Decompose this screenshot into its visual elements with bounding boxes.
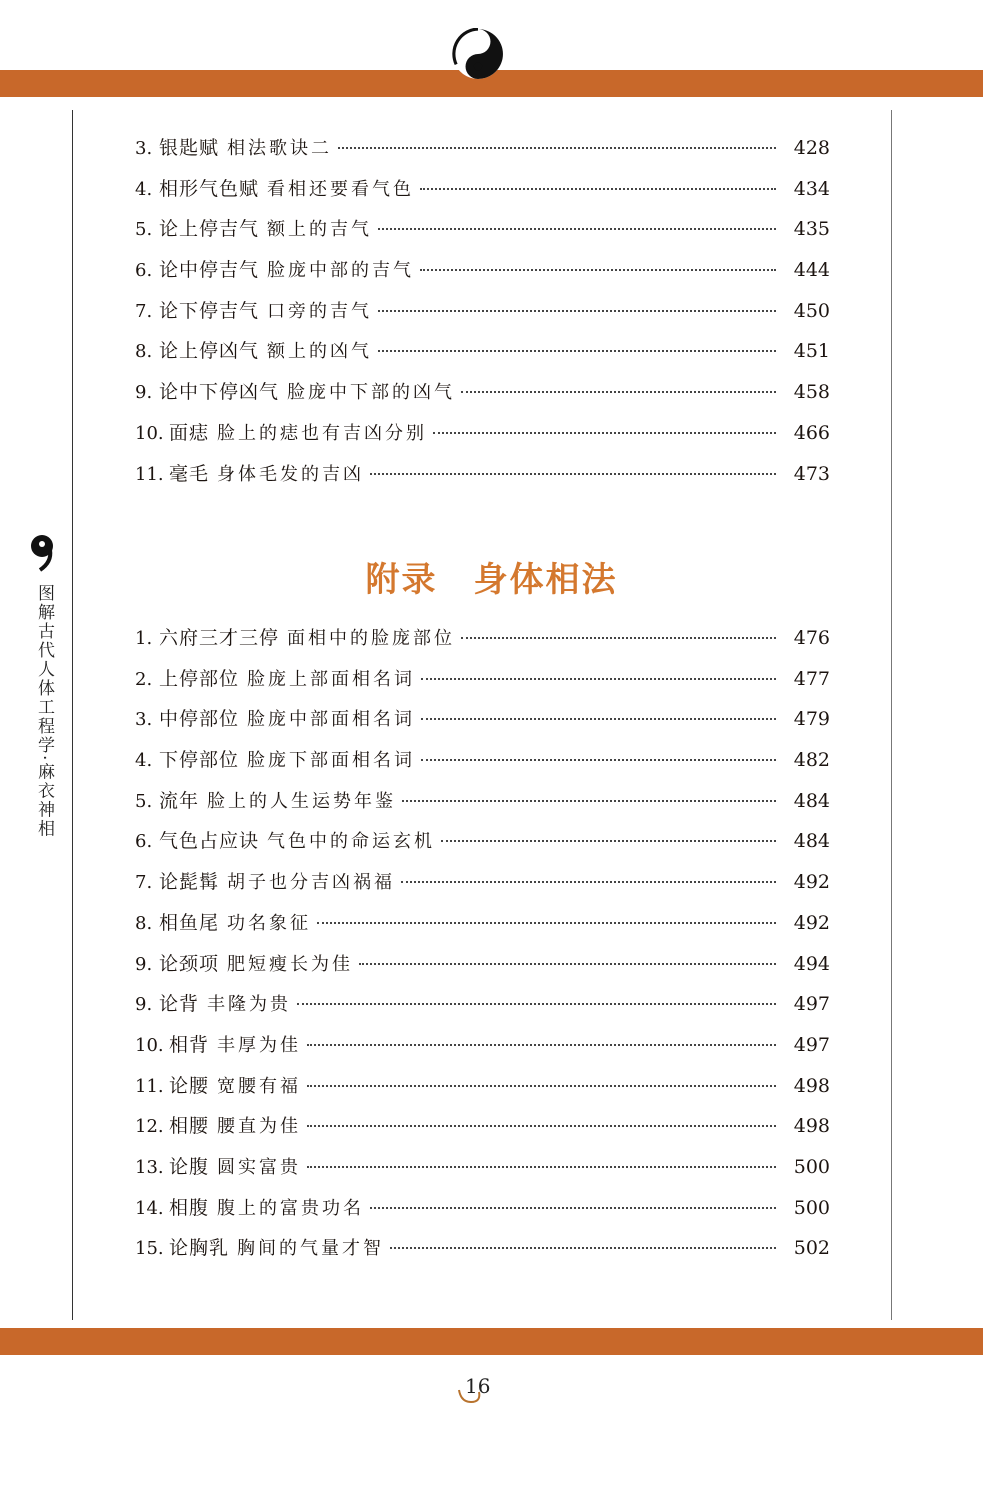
toc-entry[interactable]	[135, 1111, 830, 1152]
book-title: 图解古代人体工程学·麻衣神相	[34, 584, 54, 839]
toc-entry[interactable]	[135, 1030, 830, 1071]
entry-title: 论腰	[169, 1074, 210, 1097]
entry-title: 论颈项	[159, 952, 220, 975]
toc-entry[interactable]	[135, 867, 830, 908]
entry-title: 六府三才三停	[159, 627, 280, 649]
entry-title: 论中停吉气	[159, 259, 260, 282]
entry-number: 8.	[135, 912, 153, 934]
entry-page-number: 492	[793, 871, 830, 894]
entry-title: 中停部位	[159, 708, 240, 731]
dot-leader	[307, 1085, 776, 1087]
toc-entry[interactable]	[135, 296, 830, 337]
entry-subtitle: 脸上的痣也有吉凶分别	[217, 422, 428, 444]
entry-number: 9.	[135, 953, 153, 975]
entry-number: 1.	[135, 628, 153, 649]
entry-title: 下停部位	[159, 749, 240, 772]
toc-entry[interactable]	[135, 255, 830, 296]
left-margin-rule	[72, 110, 73, 1320]
entry-page-number: 482	[793, 749, 830, 772]
dot-leader	[401, 881, 776, 883]
entry-number: 13.	[135, 1156, 164, 1178]
entry-subtitle: 胸间的气量才智	[237, 1238, 385, 1260]
entry-page-number: 434	[793, 177, 830, 200]
entry-title: 论下停吉气	[159, 299, 260, 322]
entry-title: 银匙赋	[159, 137, 220, 159]
entry-subtitle: 脸庞下部面相名词	[247, 750, 416, 772]
entry-number: 10.	[135, 422, 164, 444]
entry-subtitle: 腹上的富贵功名	[217, 1197, 365, 1219]
toc-entry[interactable]	[135, 786, 830, 827]
entry-page-number: 477	[793, 667, 830, 690]
entry-title: 上停部位	[159, 667, 240, 690]
toc-entry[interactable]	[135, 745, 830, 786]
entry-page-number: 473	[793, 462, 830, 485]
entry-page-number: 498	[793, 1074, 830, 1097]
toc-entry[interactable]	[135, 908, 830, 949]
dot-leader	[390, 1247, 776, 1249]
entry-page-number: 435	[793, 218, 830, 241]
entry-number: 8.	[135, 341, 153, 363]
entry-title: 气色占应诀	[159, 830, 260, 853]
toc-entry[interactable]	[135, 949, 830, 990]
entry-number: 2.	[135, 668, 153, 690]
dot-leader	[378, 350, 776, 352]
entry-subtitle: 脸庞中部的吉气	[267, 260, 415, 282]
dot-leader	[420, 188, 776, 190]
entry-page-number: 428	[793, 137, 830, 159]
toc-entry[interactable]	[135, 336, 830, 377]
dot-leader	[433, 432, 776, 434]
entry-page-number: 498	[793, 1115, 830, 1138]
entry-page-number: 497	[793, 1033, 830, 1056]
entry-page-number: 466	[793, 421, 830, 444]
dot-leader	[359, 963, 776, 965]
entry-page-number: 492	[793, 911, 830, 934]
entry-subtitle: 圆实富贵	[217, 1156, 302, 1178]
entry-subtitle: 相法歌诀二	[227, 138, 333, 159]
entry-title: 面痣	[169, 421, 210, 444]
entry-page-number: 450	[793, 299, 830, 322]
entry-number: 4.	[135, 178, 153, 200]
entry-number: 11.	[135, 1075, 164, 1097]
entry-subtitle: 脸庞上部面相名词	[247, 668, 416, 690]
entry-number: 5.	[135, 790, 153, 812]
entry-number: 11.	[135, 463, 164, 485]
toc-entry[interactable]	[135, 704, 830, 745]
appendix-heading: 附录 身体相法	[365, 560, 618, 600]
entry-page-number: 458	[793, 381, 830, 404]
entry-number: 3.	[135, 138, 153, 159]
right-margin-rule	[891, 110, 892, 1320]
dot-leader	[307, 1044, 776, 1046]
entry-page-number: 497	[793, 993, 830, 1016]
dot-leader	[421, 678, 776, 680]
dot-leader	[378, 228, 776, 230]
dot-leader	[307, 1125, 776, 1127]
entry-page-number: 484	[793, 789, 830, 812]
entry-number: 5.	[135, 219, 153, 241]
entry-subtitle: 宽腰有福	[217, 1075, 302, 1097]
entry-number: 7.	[135, 300, 153, 322]
toc-entry[interactable]	[135, 459, 830, 500]
toc-entry[interactable]	[135, 174, 830, 215]
yin-yang-icon	[452, 28, 504, 80]
entry-number: 9.	[135, 382, 153, 404]
entry-title: 论胸乳	[169, 1237, 230, 1260]
entry-subtitle: 肥短瘦长为佳	[227, 953, 354, 975]
entry-title: 论上停吉气	[159, 218, 260, 241]
toc-section	[135, 133, 830, 499]
entry-subtitle: 功名象征	[227, 912, 312, 934]
entry-number: 6.	[135, 260, 153, 282]
toc-entry[interactable]	[135, 377, 830, 418]
dot-leader	[421, 718, 776, 720]
entry-page-number: 444	[793, 259, 830, 282]
entry-page-number: 494	[793, 952, 830, 975]
entry-number: 7.	[135, 872, 153, 894]
entry-title: 相背	[169, 1033, 210, 1056]
page-folio	[455, 1372, 515, 1412]
entry-number: 12.	[135, 1116, 164, 1138]
toc-entry[interactable]	[135, 826, 830, 867]
toc-entry[interactable]	[135, 1152, 830, 1193]
entry-title: 毫毛	[169, 462, 210, 485]
entry-title: 论腹	[169, 1155, 210, 1178]
entry-subtitle: 气色中的命运玄机	[267, 831, 436, 853]
entry-subtitle: 口旁的吉气	[267, 300, 373, 322]
toc-entry[interactable]	[135, 1071, 830, 1112]
entry-subtitle: 脸上的人生运势年鉴	[207, 790, 397, 812]
entry-title: 相形气色赋	[159, 177, 260, 200]
page-number: 16	[465, 1374, 491, 1398]
entry-subtitle: 脸庞中部面相名词	[247, 709, 416, 731]
entry-subtitle: 面相中的脸庞部位	[287, 628, 456, 649]
entry-subtitle: 丰隆为贵	[207, 994, 292, 1016]
entry-number: 9.	[135, 994, 153, 1016]
toc-entry[interactable]	[135, 1193, 830, 1234]
entry-subtitle: 胡子也分吉凶祸福	[227, 872, 396, 894]
entry-subtitle: 脸庞中下部的凶气	[287, 382, 456, 404]
toc-entry[interactable]	[135, 1233, 830, 1274]
entry-title: 相鱼尾	[159, 911, 220, 934]
dot-leader	[441, 840, 776, 842]
entry-page-number: 500	[793, 1196, 830, 1219]
toc-entry[interactable]	[135, 214, 830, 255]
dot-leader	[317, 922, 776, 924]
entry-subtitle: 腰直为佳	[217, 1116, 302, 1138]
dot-leader	[370, 1207, 776, 1209]
entry-subtitle: 看相还要看气色	[267, 178, 415, 200]
dot-leader	[378, 310, 776, 312]
entry-number: 10.	[135, 1034, 164, 1056]
entry-subtitle: 额上的凶气	[267, 341, 373, 363]
entry-page-number: 502	[793, 1237, 830, 1260]
toc-entry[interactable]	[135, 133, 830, 174]
entry-title: 相腰	[169, 1115, 210, 1138]
entry-number: 14.	[135, 1197, 164, 1219]
entry-title: 论背	[159, 993, 200, 1016]
bottom-decorative-band	[0, 1328, 983, 1355]
dot-leader	[461, 391, 776, 393]
entry-title: 论上停凶气	[159, 340, 260, 363]
entry-page-number: 500	[793, 1155, 830, 1178]
entry-number: 4.	[135, 750, 153, 772]
toc-appendix	[135, 623, 830, 1274]
entry-title: 论髭髯	[159, 871, 220, 894]
dot-leader	[370, 473, 776, 475]
dot-leader	[461, 637, 776, 639]
dot-leader	[297, 1003, 776, 1005]
entry-number: 3.	[135, 709, 153, 731]
dot-leader	[420, 269, 776, 271]
entry-page-number: 479	[793, 708, 830, 731]
entry-subtitle: 身体毛发的吉凶	[217, 463, 365, 485]
dot-leader	[338, 147, 776, 149]
entry-title: 流年	[159, 789, 200, 812]
toc-entry[interactable]	[135, 418, 830, 459]
entry-title: 相腹	[169, 1196, 210, 1219]
toc-entry[interactable]	[135, 623, 830, 664]
toc-entry[interactable]	[135, 664, 830, 705]
dot-leader	[402, 800, 776, 802]
toc-entry[interactable]	[135, 989, 830, 1030]
entry-subtitle: 丰厚为佳	[217, 1034, 302, 1056]
entry-number: 15.	[135, 1238, 164, 1260]
entry-title: 论中下停凶气	[159, 381, 280, 404]
entry-subtitle: 额上的吉气	[267, 219, 373, 241]
entry-page-number: 484	[793, 830, 830, 853]
dot-leader	[421, 759, 776, 761]
dot-leader	[307, 1166, 776, 1168]
entry-number: 6.	[135, 831, 153, 853]
entry-page-number: 476	[793, 627, 830, 649]
entry-page-number: 451	[793, 340, 830, 363]
